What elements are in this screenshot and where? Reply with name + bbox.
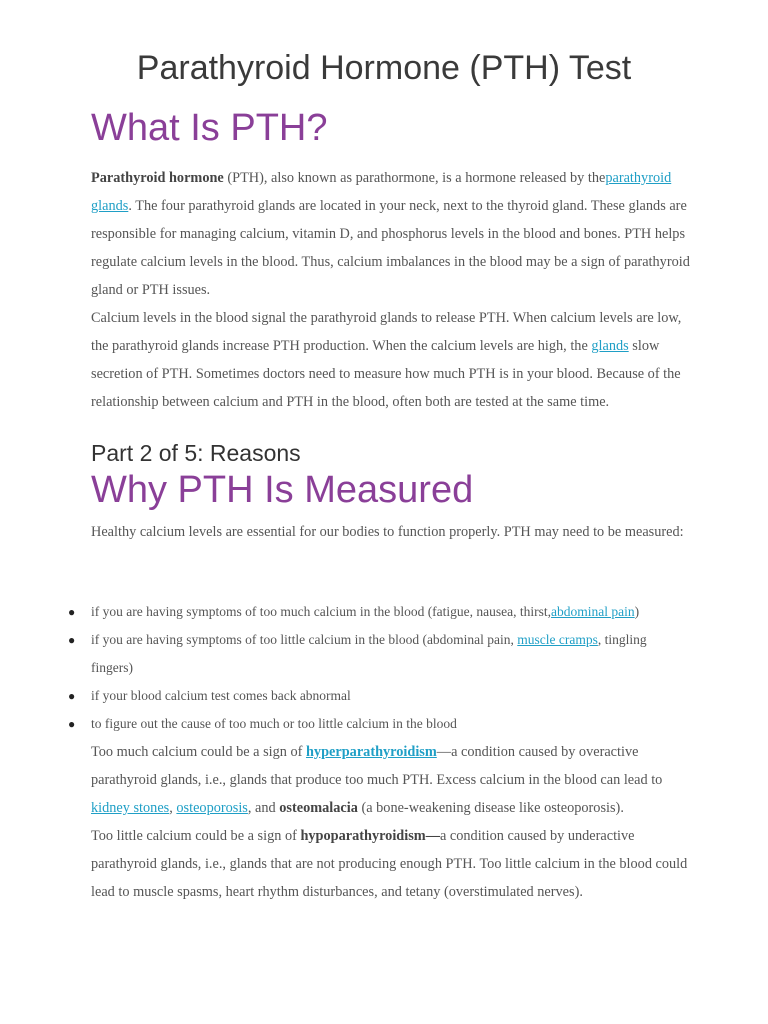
- link-glands[interactable]: glands: [591, 338, 629, 354]
- link-hyperparathyroidism[interactable]: hyperparathyroidism: [305, 744, 437, 760]
- bold-term-hypoparathyroidism: hypoparathyroidism—: [300, 828, 440, 844]
- list-item: [0, 626, 681, 682]
- paragraph-text: (a bone-weakening disease like osteoporosis).: [357, 800, 624, 816]
- section-heading-why-measured: Why PTH Is Measured: [91, 469, 474, 511]
- link-parathyroid-glands[interactable]: parathyroid glands: [91, 170, 672, 214]
- paragraph-text: Calcium levels in the blood signal the parathyroid glands to release PTH. When calcium levels are low, the parathyroid glands increase PTH production. When the calcium levels are high, the: [91, 310, 682, 354]
- list-item-text: , tingling fingers): [91, 632, 647, 675]
- bullet-icon: ●: [68, 689, 76, 703]
- list-item-text: to figure out the cause of too much or too little calcium in the blood: [91, 716, 457, 731]
- list-item: [0, 710, 681, 738]
- paragraph-text: . The four parathyroid glands are located in your neck, next to the thyroid gland. These glands are responsible for managing calcium, vitamin D, and phosphorus levels in the blood and bones. PTH helps regulate calcium levels in the blood. Thus, calcium imbalances in the blood may be a sign of parathyroid gland or PTH issues.: [91, 198, 690, 298]
- paragraph-too-little-calcium: [91, 822, 691, 906]
- link-abdominal-pain[interactable]: abdominal pain: [551, 604, 635, 619]
- list-item-text: if you are having symptoms of too little calcium in the blood (abdominal pain,: [91, 632, 518, 647]
- bullet-icon: ●: [68, 717, 76, 731]
- part-label: Part 2 of 5: Reasons: [91, 440, 301, 466]
- paragraph-text: slow secretion of PTH. Sometimes doctors need to measure how much PTH is in your blood. Because of the relationship between calcium and PTH in the blood, often both are tested at the same time.: [91, 338, 681, 410]
- list-item-text: ): [634, 604, 640, 619]
- paragraph-text: , and: [247, 800, 280, 816]
- paragraph-text: —a condition caused by overactive parathyroid glands, i.e., glands that produce too much PTH. Excess calcium in the blood can lead to: [91, 744, 663, 788]
- paragraph-too-much-calcium: [91, 738, 691, 822]
- paragraph-text: ,: [169, 800, 177, 816]
- paragraph-pth-definition: [91, 164, 691, 304]
- paragraph-intro: Healthy calcium levels are essential for our bodies to function properly. PTH may need to be measured:: [91, 524, 684, 540]
- paragraph-calcium-signal: [91, 304, 691, 416]
- page-title: Parathyroid Hormone (PTH) Test: [136, 49, 632, 87]
- bold-term-parathyroid-hormone: Parathyroid hormone: [91, 170, 224, 186]
- link-muscle-cramps[interactable]: muscle cramps: [517, 632, 598, 647]
- paragraph-text: Too little calcium could be a sign of: [91, 828, 301, 844]
- section-heading-what-is-pth: What Is PTH?: [91, 107, 328, 149]
- bold-term-osteomalacia: osteomalacia: [279, 800, 358, 816]
- bullet-icon: ●: [68, 605, 76, 619]
- reasons-list: [0, 598, 768, 738]
- paragraph-text: a condition caused by underactive parathyroid glands, i.e., glands that are not producing enough PTH. Too little calcium in the blood could lead to muscle spasms, heart rhythm disturbances, and tetany (overstimulated nerves).: [91, 828, 688, 900]
- link-kidney-stones[interactable]: kidney stones: [91, 800, 170, 816]
- paragraph-text: Too much calcium could be a sign of: [91, 744, 306, 760]
- bullet-icon: ●: [68, 633, 76, 647]
- list-item: [0, 682, 681, 710]
- list-item-text: if your blood calcium test comes back abnormal: [91, 688, 351, 703]
- paragraph-text: (PTH), also known as parathormone, is a hormone released by the: [223, 170, 606, 186]
- link-osteoporosis[interactable]: osteoporosis: [176, 800, 248, 816]
- list-item: [0, 598, 681, 626]
- list-item-text: if you are having symptoms of too much calcium in the blood (fatigue, nausea, thirst,: [91, 604, 552, 619]
